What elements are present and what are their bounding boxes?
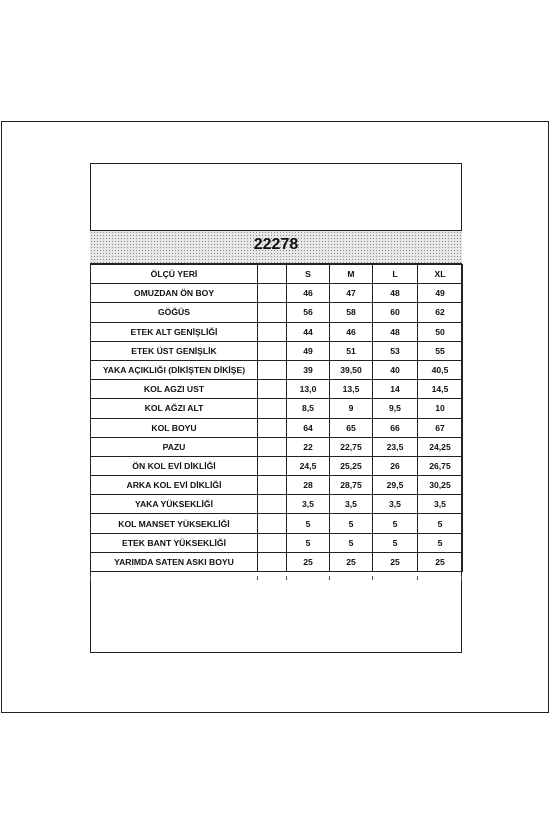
value-xl: 24,25 <box>418 437 463 456</box>
value-l: 9,5 <box>373 399 418 418</box>
table-row <box>91 552 463 571</box>
blank-cell <box>258 399 287 418</box>
value-m: 39,50 <box>330 360 373 379</box>
value-s: 28 <box>287 476 330 495</box>
value-s: 44 <box>287 322 330 341</box>
value-s: 24,5 <box>287 456 330 475</box>
value-m: 51 <box>330 341 373 360</box>
table-row <box>91 380 463 399</box>
table-row <box>91 341 463 360</box>
measure-label: OMUZDAN ÖN BOY <box>91 284 258 303</box>
value-m: 65 <box>330 418 373 437</box>
blank-cell <box>258 495 287 514</box>
blank-cell <box>258 284 287 303</box>
value-l: 14 <box>373 380 418 399</box>
table-row <box>91 437 463 456</box>
blank-cell <box>258 322 287 341</box>
value-xl: 5 <box>418 514 463 533</box>
blank-cell <box>258 380 287 399</box>
measure-label: ETEK BANT YÜKSEKLİĞİ <box>91 533 258 552</box>
value-s: 64 <box>287 418 330 437</box>
value-m: 46 <box>330 322 373 341</box>
value-l: 60 <box>373 303 418 322</box>
value-l: 3,5 <box>373 495 418 514</box>
table-row <box>91 495 463 514</box>
value-xl: 25 <box>418 552 463 571</box>
value-l: 29,5 <box>373 476 418 495</box>
value-m: 5 <box>330 514 373 533</box>
value-xl: 3,5 <box>418 495 463 514</box>
tail-line <box>372 576 373 580</box>
measure-label: KOL MANSET YÜKSEKLİĞİ <box>91 514 258 533</box>
value-xl: 30,25 <box>418 476 463 495</box>
blank-cell <box>258 552 287 571</box>
value-l: 66 <box>373 418 418 437</box>
header-cell-blank <box>258 265 287 284</box>
table-row <box>91 533 463 552</box>
value-m: 28,75 <box>330 476 373 495</box>
table-tail-lines <box>90 576 462 580</box>
value-m: 22,75 <box>330 437 373 456</box>
measure-label: YAKA YÜKSEKLİĞİ <box>91 495 258 514</box>
value-m: 25 <box>330 552 373 571</box>
measure-label: ARKA KOL EVİ DİKLİĞİ <box>91 476 258 495</box>
value-s: 5 <box>287 533 330 552</box>
value-m: 5 <box>330 533 373 552</box>
measure-label: KOL BOYU <box>91 418 258 437</box>
blank-cell <box>258 360 287 379</box>
value-l: 48 <box>373 284 418 303</box>
measure-label: ETEK ALT GENİŞLİĞİ <box>91 322 258 341</box>
tail-line <box>417 576 418 580</box>
title-band <box>90 230 462 264</box>
value-l: 48 <box>373 322 418 341</box>
value-xl: 40,5 <box>418 360 463 379</box>
value-l: 40 <box>373 360 418 379</box>
measure-label: GÖĞÜS <box>91 303 258 322</box>
table-row <box>91 284 463 303</box>
value-l: 5 <box>373 533 418 552</box>
size-chart-body <box>91 265 463 572</box>
value-s: 46 <box>287 284 330 303</box>
value-xl: 26,75 <box>418 456 463 475</box>
table-row <box>91 360 463 379</box>
measure-label: KOL AGZI UST <box>91 380 258 399</box>
header-row <box>91 265 463 284</box>
value-s: 22 <box>287 437 330 456</box>
header-cell-s: S <box>287 265 330 284</box>
value-l: 26 <box>373 456 418 475</box>
value-l: 23,5 <box>373 437 418 456</box>
blank-cell <box>258 418 287 437</box>
header-cell-xl: XL <box>418 265 463 284</box>
value-s: 5 <box>287 514 330 533</box>
value-s: 13,0 <box>287 380 330 399</box>
blank-cell <box>258 437 287 456</box>
table-row <box>91 418 463 437</box>
value-m: 47 <box>330 284 373 303</box>
value-xl: 14,5 <box>418 380 463 399</box>
value-l: 53 <box>373 341 418 360</box>
blank-cell <box>258 514 287 533</box>
table-row <box>91 303 463 322</box>
value-m: 3,5 <box>330 495 373 514</box>
value-s: 49 <box>287 341 330 360</box>
tail-line <box>329 576 330 580</box>
value-s: 39 <box>287 360 330 379</box>
value-xl: 67 <box>418 418 463 437</box>
measure-label: KOL AĞZI ALT <box>91 399 258 418</box>
value-xl: 62 <box>418 303 463 322</box>
table-row <box>91 399 463 418</box>
size-chart-table <box>90 264 463 572</box>
measure-label: ETEK ÜST GENİŞLİK <box>91 341 258 360</box>
value-s: 8,5 <box>287 399 330 418</box>
value-xl: 10 <box>418 399 463 418</box>
measure-label: YAKA AÇIKLIĞI (DİKİŞTEN DİKİŞE) <box>91 360 258 379</box>
value-xl: 5 <box>418 533 463 552</box>
value-l: 25 <box>373 552 418 571</box>
tail-line <box>461 576 462 580</box>
value-s: 25 <box>287 552 330 571</box>
value-xl: 49 <box>418 284 463 303</box>
value-s: 56 <box>287 303 330 322</box>
value-s: 3,5 <box>287 495 330 514</box>
tail-line <box>286 576 287 580</box>
value-m: 9 <box>330 399 373 418</box>
value-m: 25,25 <box>330 456 373 475</box>
header-cell-l: L <box>373 265 418 284</box>
value-m: 13,5 <box>330 380 373 399</box>
table-row <box>91 514 463 533</box>
table-row <box>91 456 463 475</box>
tail-line <box>90 576 91 580</box>
value-xl: 50 <box>418 322 463 341</box>
header-cell-m: M <box>330 265 373 284</box>
value-l: 5 <box>373 514 418 533</box>
blank-cell <box>258 303 287 322</box>
blank-cell <box>258 456 287 475</box>
blank-cell <box>258 341 287 360</box>
blank-cell <box>258 533 287 552</box>
measure-label: ÖN KOL EVİ DİKLİĞİ <box>91 456 258 475</box>
measure-label: YARIMDA SATEN ASKI BOYU <box>91 552 258 571</box>
value-xl: 55 <box>418 341 463 360</box>
blank-cell <box>258 476 287 495</box>
table-row <box>91 322 463 341</box>
header-cell-measure: ÖLÇÜ YERİ <box>91 265 258 284</box>
measure-label: PAZU <box>91 437 258 456</box>
value-m: 58 <box>330 303 373 322</box>
table-row <box>91 476 463 495</box>
tail-line <box>257 576 258 580</box>
product-code: 22278 <box>253 236 299 253</box>
